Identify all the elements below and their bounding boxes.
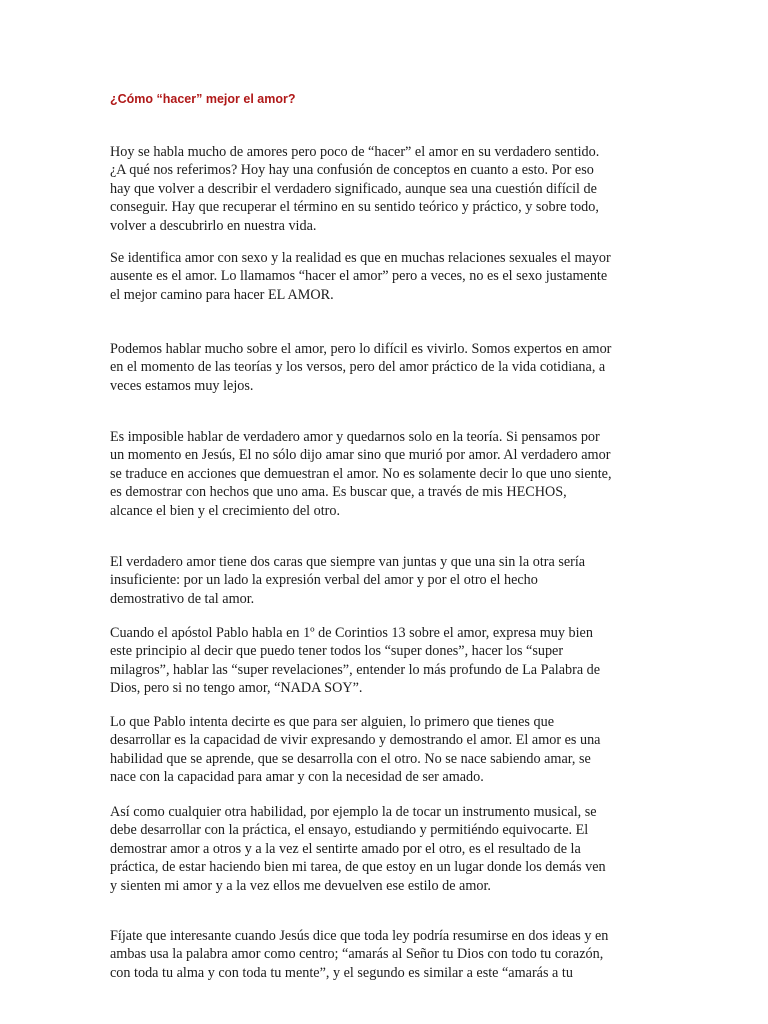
document-title: ¿Cómo “hacer” mejor el amor? [110,92,296,106]
text-line: Hoy se habla mucho de amores pero poco de “hacer” el amor en su verdadero sentido. [110,144,600,160]
paragraph-7 [110,713,670,787]
text-line: es demostrar con hechos que uno ama. Es buscar que, a través de mis HECHOS, [110,484,567,501]
text-line: nace con la capacidad para amar y con la necesidad de ser amado. [110,769,484,786]
text-line: desarrollar es la capacidad de vivir expresando y demostrando el amor. El amor es una [110,732,601,749]
text-line: Es imposible hablar de verdadero amor y quedarnos solo en la teoría. Si pensamos por [110,429,600,445]
text-line: demostrativo de tal amor. [110,590,255,607]
text-line: práctica, de estar haciendo bien mi tarea, de que estoy en un lugar donde los demás ven [110,859,606,876]
text-line: ausente es el amor. Lo llamamos “hacer el amor” pero a veces, no es el sexo justamente [110,268,608,285]
text-line: habilidad que se aprende, que se desarrolla con el otro. No se nace sabiendo amar, se [110,750,591,767]
text-line: un momento en Jesús, El no sólo dijo amar sino que murió por amor. Al verdadero amor [110,447,611,464]
paragraph-5 [110,553,670,608]
text-line: volver a descubrirlo en nuestra vida. [110,217,317,234]
text-line: conseguir. Hay que recuperar el término en su sentido teórico y práctico, y sobre todo, [110,199,599,216]
paragraph-4 [110,428,670,520]
text-line: hay que volver a describir el verdadero significado, aunque sea una cuestión difícil de [110,180,597,197]
paragraph-6 [110,624,670,698]
text-line: veces estamos muy lejos. [110,377,254,394]
text-line: Cuando el apóstol Pablo habla en 1º de Corintios 13 sobre el amor, expresa muy bien [110,625,593,641]
paragraph-8 [110,803,670,895]
text-line: con toda tu alma y con toda tu mente”, y el segundo es similar a este “amarás a tu [110,964,573,981]
text-line: se traduce en acciones que demuestran el amor. No es solamente decir lo que uno siente, [110,465,612,482]
text-line: este principio al decir que puedo tener todos los “super dones”, hacer los “super [110,643,564,660]
text-line: Dios, pero si no tengo amor, “NADA SOY”. [110,680,363,697]
text-line: alcance el bien y el crecimiento del otro. [110,502,341,519]
text-line: ambas usa la palabra amor como centro; “amarás al Señor tu Dios con todo tu corazón, [110,946,604,963]
text-line: el mejor camino para hacer EL AMOR. [110,286,334,303]
paragraph-3 [110,340,670,395]
text-line: demostrar amor a otros y a la vez el sentirte amado por el otro, es el resultado de la [110,840,581,857]
text-line: insuficiente: por un lado la expresión verbal del amor y por el otro el hecho [110,572,538,589]
text-line: en el momento de las teorías y los versos, pero del amor práctico de la vida cotidiana, a [110,359,606,376]
text-line: Lo que Pablo intenta decirte es que para ser alguien, lo primero que tienes que [110,714,554,730]
text-line: Se identifica amor con sexo y la realidad es que en muchas relaciones sexuales el mayor [110,250,611,266]
text-line: El verdadero amor tiene dos caras que siempre van juntas y que una sin la otra sería [110,554,586,570]
text-line: Así como cualquier otra habilidad, por ejemplo la de tocar un instrumento musical, se [110,804,597,820]
paragraph-2 [110,249,670,304]
paragraph-9 [110,927,670,982]
text-line: debe desarrollar con la práctica, el ensayo, estudiando y permitiéndo equivocarte. El [110,822,589,839]
paragraph-1 [110,143,670,235]
text-line: ¿A qué nos referimos? Hoy hay una confusión de conceptos en cuanto a esto. Por eso [110,162,594,179]
text-line: Fíjate que interesante cuando Jesús dice que toda ley podría resumirse en dos ideas y en [110,928,609,944]
text-line: Podemos hablar mucho sobre el amor, pero lo difícil es vivirlo. Somos expertos en amor [110,341,612,357]
text-line: milagros”, hablar las “super revelaciones”, entender lo más profundo de La Palabra de [110,661,601,678]
text-line: y sienten mi amor y a la vez ellos me devuelven ese estilo de amor. [110,877,491,894]
